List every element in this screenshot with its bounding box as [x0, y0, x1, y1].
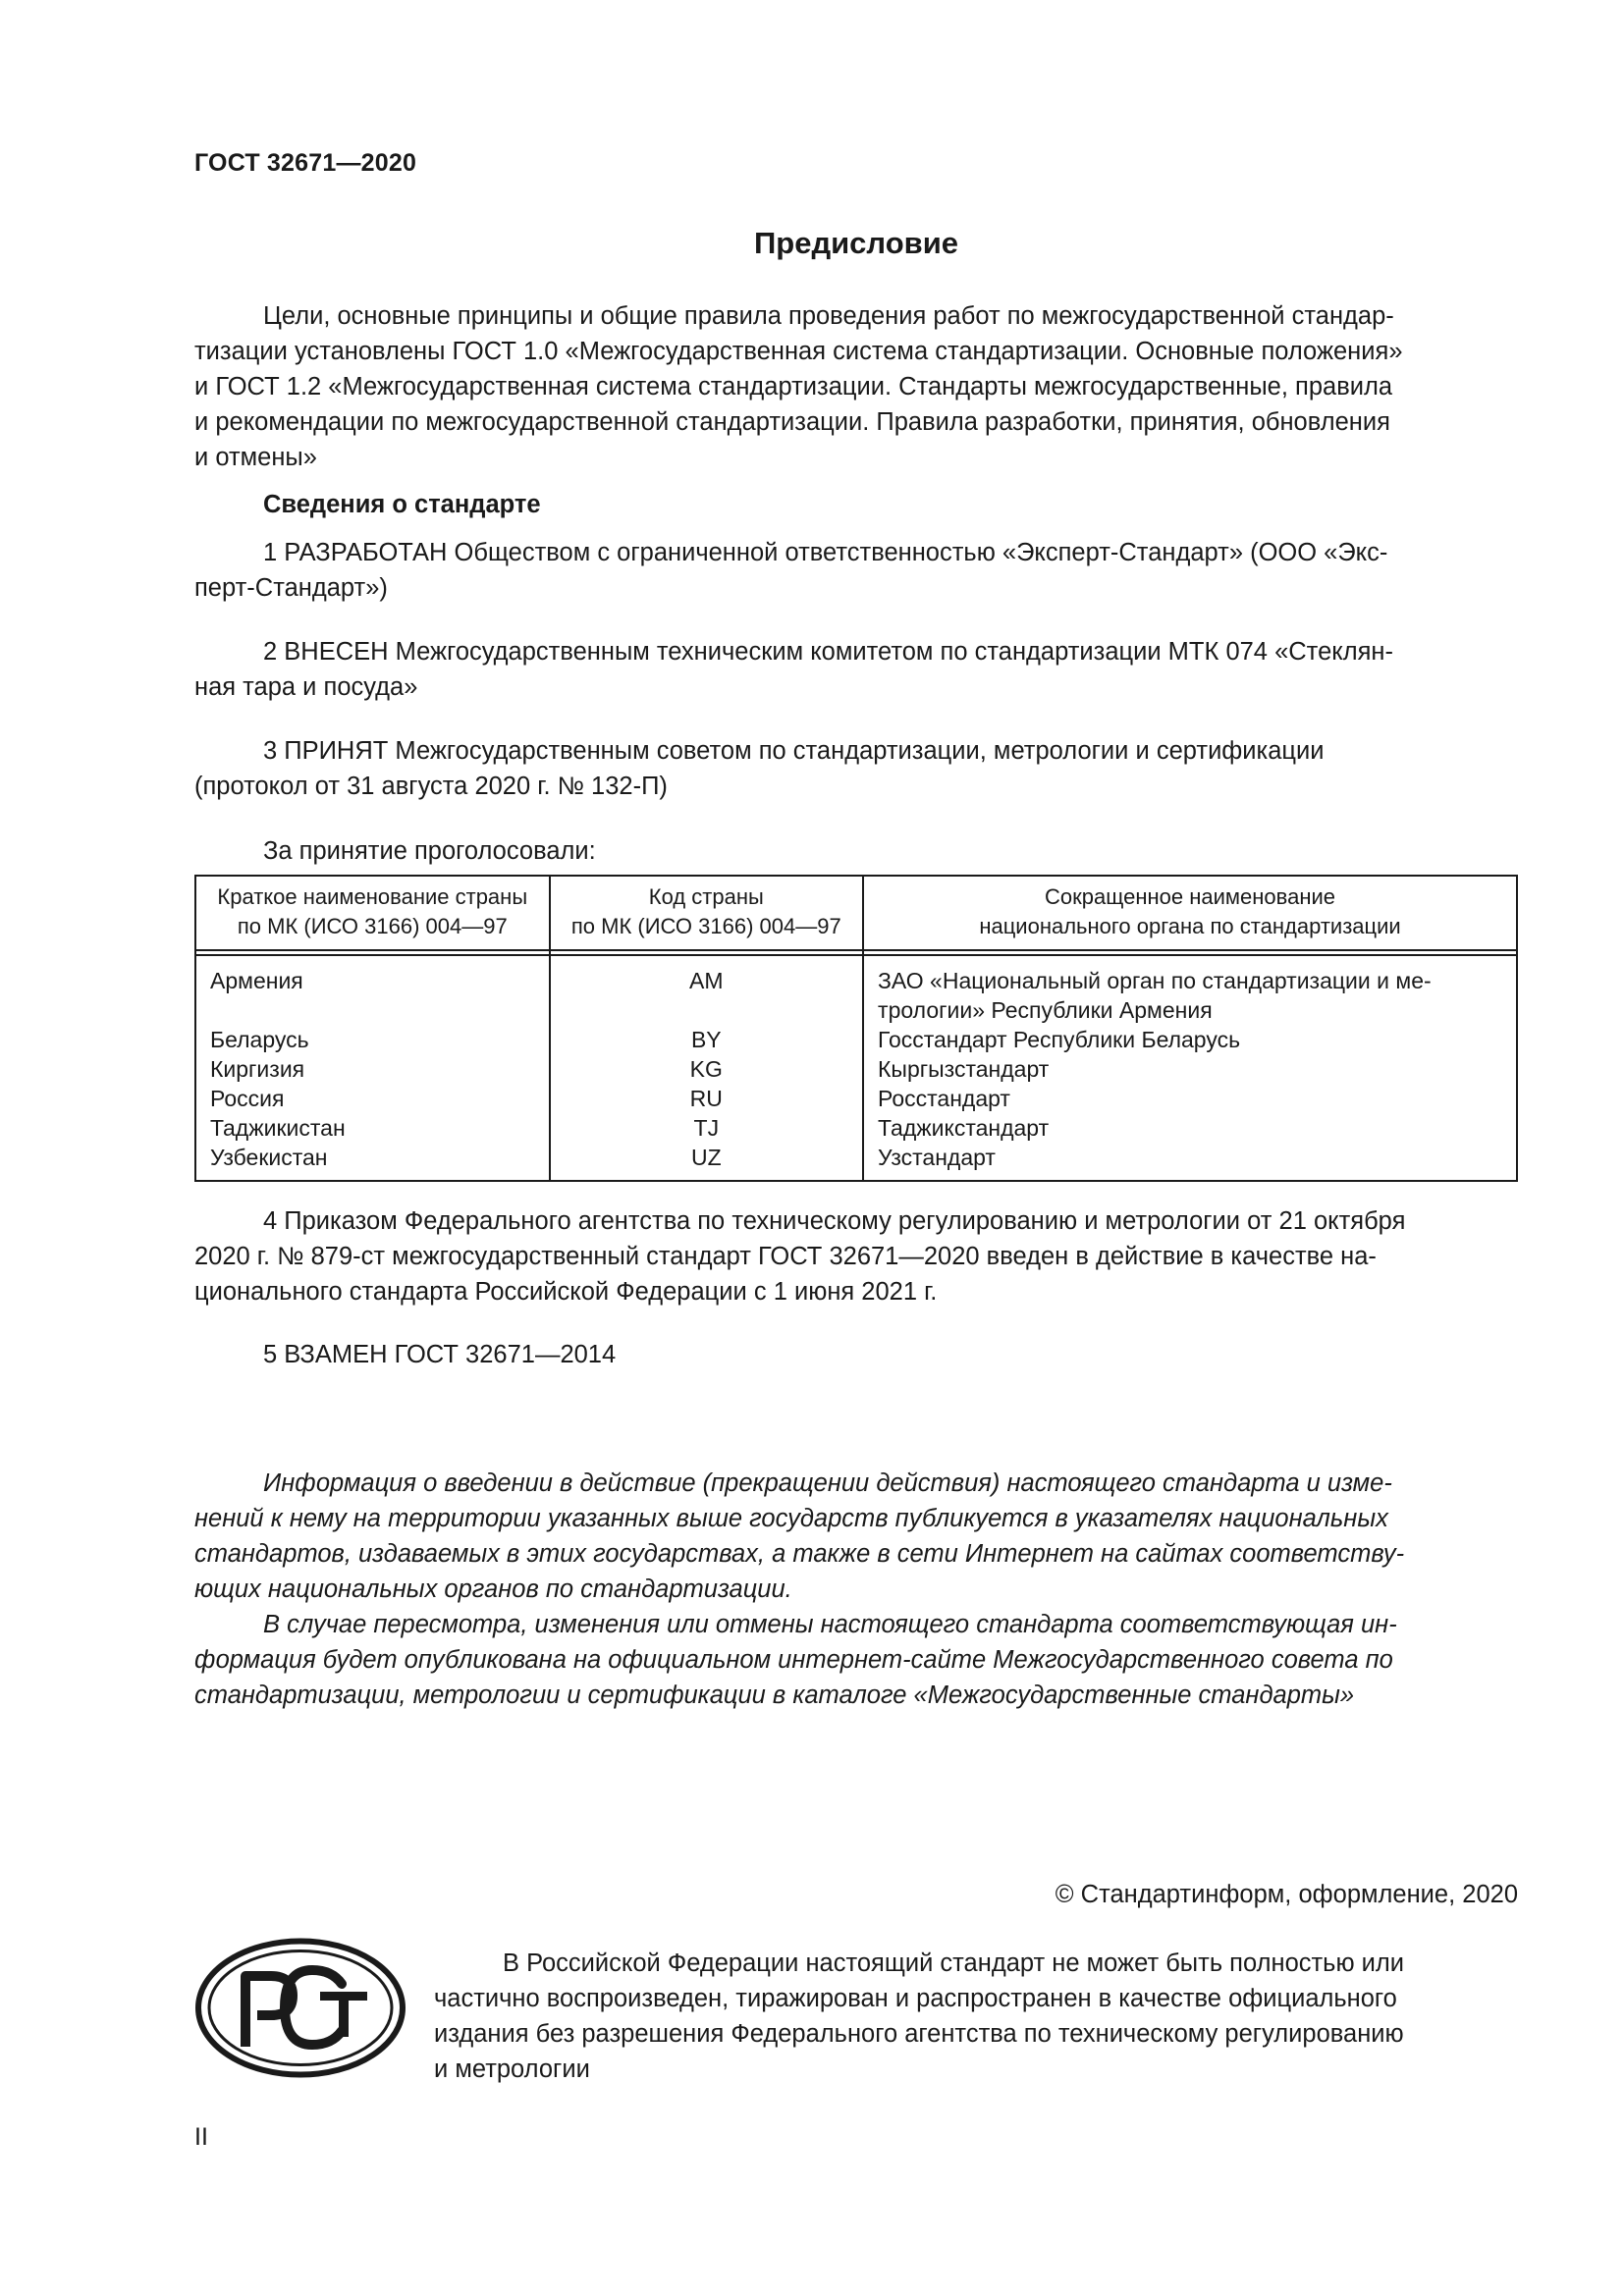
item-1 — [194, 535, 1518, 606]
page-title: Предисловие — [753, 226, 958, 260]
header-text: по МК (ИСО 3166) 004—97 — [237, 914, 508, 938]
header-text: Краткое наименование страны — [217, 884, 528, 909]
column-header-country — [195, 876, 550, 950]
header-text: Сокращенное наименование — [1045, 884, 1335, 909]
voting-table-wrap — [194, 875, 1518, 1182]
item-3-line: 3 ПРИНЯТ Межгосударственным советом по стандартизации, метрологии и сертификации — [263, 737, 1325, 765]
table-header-row — [195, 876, 1517, 950]
document-header: ГОСТ 32671—2020 — [194, 149, 417, 177]
document-page — [194, 0, 1518, 2296]
info-line: ющих национальных органов по стандартизации. — [194, 1575, 792, 1603]
body-cell: Узстандарт — [863, 1143, 1517, 1181]
table-row — [195, 1025, 1517, 1054]
intro-line: тизации установлены ГОСТ 1.0 «Межгосударственная система стандартизации. Основные положения» — [194, 338, 1403, 365]
header-text: Код страны — [648, 884, 764, 909]
country-cell: Узбекистан — [195, 1143, 550, 1181]
copyright-notice: © Стандартинформ, оформление, 2020 — [1055, 1881, 1518, 1908]
rst-certification-mark-icon — [194, 1937, 406, 2079]
info-line: формация будет опубликована на официальном интернет-сайте Межгосударственного совета по — [194, 1646, 1393, 1674]
body-cell-line: ЗАО «Национальный орган по стандартизации и ме- — [878, 968, 1432, 993]
item-4-line: 2020 г. № 879-ст межгосударственный стандарт ГОСТ 32671—2020 введен в действие в качестве на- — [194, 1243, 1377, 1270]
table-row — [195, 1054, 1517, 1084]
reproduction-notice — [434, 1946, 1518, 2087]
section-title: Сведения о стандарте — [263, 491, 541, 518]
code-cell: TJ — [550, 1113, 863, 1143]
item-1-line: перт-Стандарт») — [194, 574, 388, 602]
voting-table — [194, 875, 1518, 1182]
vote-label: За принятие проголосовали: — [263, 837, 596, 865]
header-text: национального органа по стандартизации — [979, 914, 1401, 938]
intro-line: Цели, основные принципы и общие правила проведения работ по межгосударственной стандар- — [263, 302, 1394, 330]
body-cell: Таджикстандарт — [863, 1113, 1517, 1143]
item-5: 5 ВЗАМЕН ГОСТ 32671—2014 — [263, 1341, 617, 1368]
country-cell: Россия — [195, 1084, 550, 1113]
body-cell: Росстандарт — [863, 1084, 1517, 1113]
code-cell: UZ — [550, 1143, 863, 1181]
item-2-line: 2 ВНЕСЕН Межгосударственным техническим комитетом по стандартизации МТК 074 «Стеклян- — [263, 638, 1393, 666]
code-cell: KG — [550, 1054, 863, 1084]
country-cell: Таджикистан — [195, 1113, 550, 1143]
info-paragraph-2 — [194, 1607, 1518, 1713]
code-cell: AM — [550, 955, 863, 1025]
body-cell: Госстандарт Республики Беларусь — [863, 1025, 1517, 1054]
notice-line: и метрологии — [434, 2056, 590, 2083]
country-cell: Армения — [195, 955, 550, 1025]
country-cell: Киргизия — [195, 1054, 550, 1084]
info-paragraph-1 — [194, 1466, 1518, 1607]
item-3 — [194, 733, 1518, 804]
country-cell: Беларусь — [195, 1025, 550, 1054]
column-header-code — [550, 876, 863, 950]
info-line: нений к нему на территории указанных выше государств публикуется в указателях национальных — [194, 1505, 1388, 1532]
body-cell: Кыргызстандарт — [863, 1054, 1517, 1084]
notice-line: частично воспроизведен, тиражирован и распространен в качестве официального — [434, 1985, 1397, 2012]
intro-paragraph — [194, 298, 1518, 475]
item-4 — [194, 1203, 1518, 1309]
item-2 — [194, 634, 1518, 705]
header-text: по МК (ИСО 3166) 004—97 — [570, 914, 841, 938]
notice-line: издания без разрешения Федерального агентства по техническому регулированию — [434, 2020, 1404, 2048]
body-cell-line: трологии» Республики Армения — [878, 997, 1213, 1023]
info-line: стандартизации, метрологии и сертификации в каталоге «Межгосударственные стандарты» — [194, 1682, 1355, 1709]
item-1-line: 1 РАЗРАБОТАН Обществом с ограниченной ответственностью «Эксперт-Стандарт» (ООО «Экс- — [263, 539, 1388, 566]
item-4-line: 4 Приказом Федерального агентства по техническому регулированию и метрологии от 21 октября — [263, 1207, 1406, 1235]
item-3-line: (протокол от 31 августа 2020 г. № 132-П) — [194, 773, 668, 800]
info-line: В случае пересмотра, изменения или отмены настоящего стандарта соответствующая ин- — [263, 1611, 1397, 1638]
intro-line: и рекомендации по межгосударственной стандартизации. Правила разработки, принятия, обновления — [194, 408, 1390, 436]
info-line: стандартов, издаваемых в этих государствах, а также в сети Интернет на сайтах соответству- — [194, 1540, 1405, 1568]
item-2-line: ная тара и посуда» — [194, 673, 418, 701]
code-cell: BY — [550, 1025, 863, 1054]
info-line: Информация о введении в действие (прекращении действия) настоящего стандарта и изме- — [263, 1469, 1392, 1497]
item-4-line: ционального стандарта Российской Федерации с 1 июня 2021 г. — [194, 1278, 938, 1306]
column-header-body — [863, 876, 1517, 950]
page-number: II — [194, 2123, 208, 2151]
intro-line: и ГОСТ 1.2 «Межгосударственная система стандартизации. Стандарты межгосударственные, правила — [194, 373, 1393, 400]
table-row — [195, 1084, 1517, 1113]
code-cell: RU — [550, 1084, 863, 1113]
table-row — [195, 955, 1517, 1025]
table-row — [195, 1143, 1517, 1181]
table-row — [195, 1113, 1517, 1143]
body-cell — [863, 955, 1517, 1025]
notice-line: В Российской Федерации настоящий стандарт не может быть полностью или — [503, 1949, 1405, 1977]
intro-line: и отмены» — [194, 444, 317, 471]
